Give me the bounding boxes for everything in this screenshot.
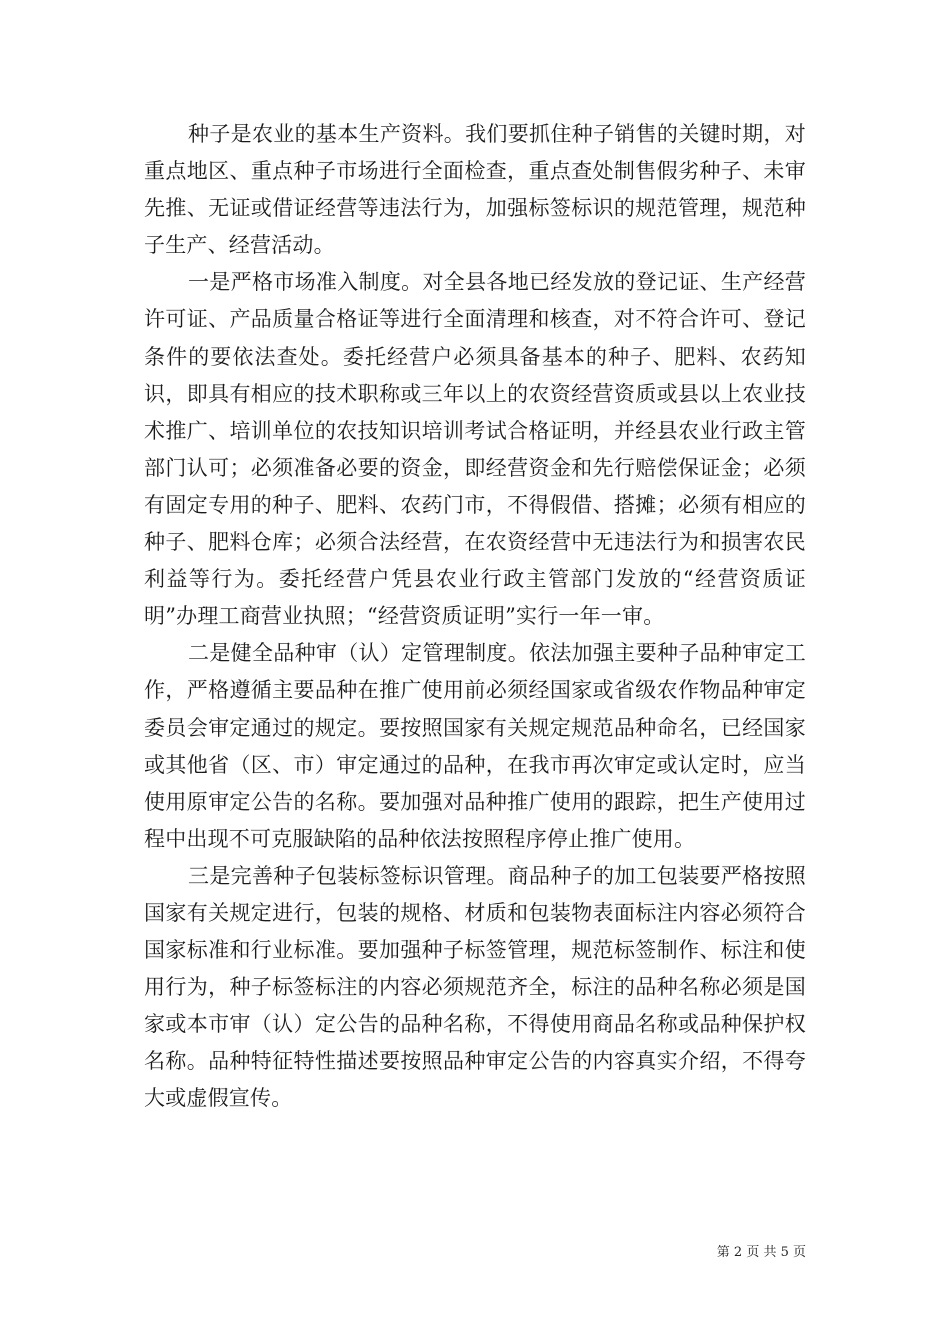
paragraph-intro: 种子是农业的基本生产资料。我们要抓住种子销售的关键时期，对重点地区、重点种子市场进行全面检查，重点查处制售假劣种子、未审先推、无证或借证经营等违法行为，加强标签标识的规范管理，规范种子生产、经营活动。 (144, 122, 806, 258)
paragraph-variety-approval: 二是健全品种审（认）定管理制度。依法加强主要种子品种审定工作，严格遵循主要品种在推广使用前必须经国家或省级农作物品种审定委员会审定通过的规定。要按照国家有关规定规范品种命名，已经国家或其他省（区、市）审定通过的品种，在我市再次审定或认定时，应当使用原审定公告的名称。要加强对品种推广使用的跟踪，把生产使用过程中出现不可克服缺陷的品种依法按照程序停止推广使用。 (144, 641, 806, 851)
paragraph-packaging-label: 三是完善种子包装标签标识管理。商品种子的加工包装要严格按照国家有关规定进行，包装的规格、材质和包装物表面标注内容必须符合国家标准和行业标准。要加强种子标签管理，规范标签制作、标注和使用行为，种子标签标注的内容必须规范齐全，标注的品种名称必须是国家或本市审（认）定公告的品种名称，不得使用商品名称或品种保护权名称。品种特征特性描述要按照品种审定公告的内容真实介绍，不得夸大或虚假宣传。 (144, 863, 806, 1111)
paragraph-market-access: 一是严格市场准入制度。对全县各地已经发放的登记证、生产经营许可证、产品质量合格证等进行全面清理和核查，对不符合许可、登记条件的要依法查处。委托经营户必须具备基本的种子、肥料、农药知识，即具有相应的技术职称或三年以上的农资经营资质或县以上农业技术推广、培训单位的农技知识培训考试合格证明，并经县农业行政主管部门认可；必须准备必要的资金，即经营资金和先行赔偿保证金；必须有固定专用的种子、肥料、农药门市，不得假借、搭摊；必须有相应的种子、肥料仓库；必须合法经营，在农资经营中无违法行为和损害农民利益等行为。委托经营户凭县农业行政主管部门发放的“经营资质证明”办理工商营业执照；“经营资质证明”实行一年一审。 (144, 270, 806, 629)
page-number: 第 2 页 共 5 页 (716, 1245, 806, 1260)
document-body (144, 116, 806, 1118)
